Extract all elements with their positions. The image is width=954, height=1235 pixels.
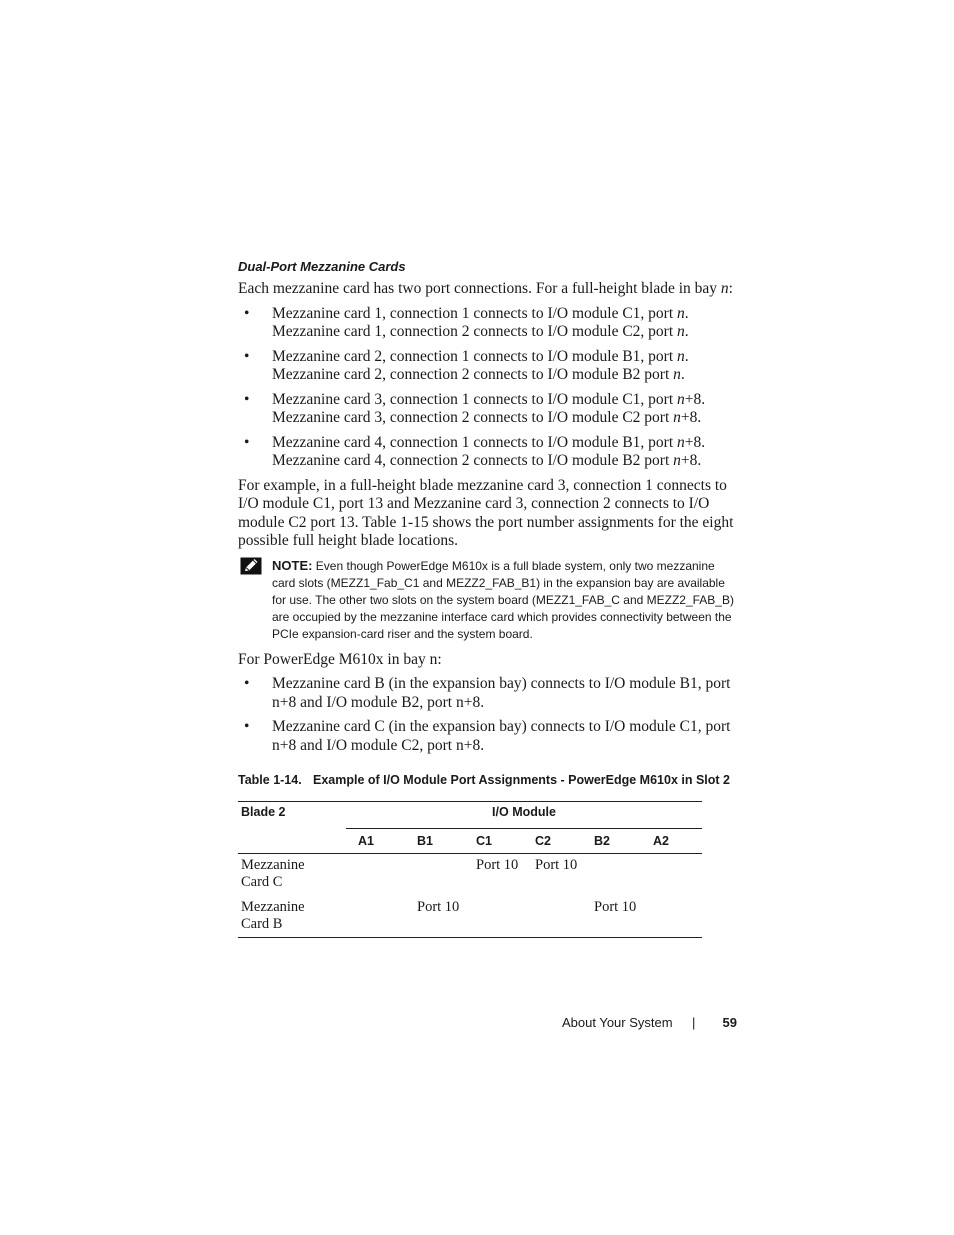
table-cell	[346, 854, 405, 900]
table-cell: Port 10	[535, 857, 578, 873]
bullet-var: n	[673, 366, 681, 383]
note-block	[238, 557, 736, 643]
mezzanine-bullet-list	[238, 305, 736, 471]
bullet-text: Mezzanine card C (in the expansion bay) connects to I/O module C1, port n+8 and I/O module C2, port n+8.	[272, 718, 731, 754]
bullet-glyph: •	[244, 390, 250, 408]
table-row	[238, 854, 702, 900]
row-label-line: Card B	[241, 916, 283, 932]
table-row	[238, 899, 702, 938]
section-heading: Dual-Port Mezzanine Cards	[238, 259, 406, 274]
column-header: C2	[523, 829, 582, 854]
list-item	[238, 718, 736, 755]
bullet-tail: .	[684, 323, 689, 340]
bullet-var: n	[677, 347, 685, 365]
column-header: B1	[405, 829, 464, 854]
table-caption	[238, 773, 736, 787]
bullet-tail: .	[684, 304, 689, 322]
bullet-glyph: •	[244, 433, 250, 451]
list-item	[238, 391, 736, 428]
group-header: I/O Module	[346, 802, 702, 829]
table-cell: Port 10	[582, 899, 641, 938]
m610x-bullet-list	[238, 675, 736, 755]
table-cell	[523, 899, 582, 938]
table-cell: Port 10	[405, 899, 464, 938]
bullet-tail: +8.	[684, 390, 706, 408]
bullet-glyph: •	[244, 718, 250, 735]
example-paragraph: For example, in a full-height blade mezzanine card 3, connection 1 connects to I/O module C1, port 13 and Mezzanine card 3, connection 2 connects to I/O module C2 port 13. Table 1-15 shows the port number assignments for the eight possible full height blade locations.	[238, 476, 734, 549]
bullet-glyph: •	[244, 347, 250, 365]
bullet-line: Mezzanine card 1, connection 2 connects to I/O module C2, port	[272, 323, 678, 340]
bullet-line: Mezzanine card 4, connection 1 connects to I/O module B1, port	[272, 433, 678, 451]
note-label: NOTE:	[272, 557, 313, 573]
table-cell	[346, 899, 405, 938]
bullet-var: n	[673, 452, 681, 469]
intro-tail: :	[728, 280, 733, 297]
table-cell	[582, 854, 641, 900]
table-header-row	[238, 802, 702, 829]
bullet-line: Mezzanine card 3, connection 2 connects to I/O module C2 port	[272, 409, 674, 426]
row-label-line: Card C	[241, 874, 283, 890]
bullet-glyph: •	[244, 675, 250, 692]
list-item	[238, 675, 736, 712]
column-header: A2	[641, 829, 702, 854]
column-header: A1	[346, 829, 405, 854]
row-header: Blade 2	[238, 802, 346, 854]
column-header: B2	[582, 829, 641, 854]
table-caption-number: Table 1-14.	[238, 773, 302, 787]
bullet-tail: .	[680, 366, 685, 383]
table-cell	[405, 854, 464, 900]
row-label	[238, 899, 346, 938]
row-label-line: Mezzanine	[241, 899, 305, 915]
table-cell	[464, 899, 523, 938]
bullet-tail: +8.	[680, 409, 702, 426]
bullet-tail: .	[684, 347, 689, 365]
bullet-tail: +8.	[684, 433, 706, 451]
list-item	[238, 434, 736, 471]
bullet-line: Mezzanine card 4, connection 2 connects to I/O module B2 port	[272, 452, 674, 469]
list-item	[238, 305, 736, 342]
bullet-line: Mezzanine card 3, connection 1 connects to I/O module C1, port	[272, 390, 678, 408]
m610x-intro: For PowerEdge M610x in bay n:	[238, 650, 442, 668]
table-cell	[641, 854, 702, 900]
table-cell: Port 10	[476, 857, 519, 873]
intro-text: Each mezzanine card has two port connections. For a full-height blade in bay	[238, 280, 721, 297]
bullet-var: n	[677, 323, 685, 340]
row-label	[238, 854, 346, 900]
bullet-text: Mezzanine card B (in the expansion bay) connects to I/O module B1, port n+8 and I/O module B2, port n+8.	[272, 675, 731, 711]
footer-section-title: About Your System	[562, 1015, 673, 1030]
table-cell	[641, 899, 702, 938]
note-text: Even though PowerEdge M610x is a full blade system, only two mezzanine card slots (MEZZ1_Fab_C1 and MEZZ2_FAB_B1) in the expansion bay are available for use. The other two slots on the system board (MEZZ1_FAB_C and MEZZ2_FAB_B) are occupied by the mezzanine interface card which provides connectivity between the PCIe expansion-card riser and the system board.	[272, 558, 734, 641]
bullet-var: n	[673, 409, 681, 426]
row-label-line: Mezzanine	[241, 857, 305, 873]
bullet-var: n	[677, 304, 685, 322]
footer-separator: |	[692, 1015, 696, 1030]
intro-var: n	[720, 280, 729, 297]
bullet-line: Mezzanine card 2, connection 2 connects to I/O module B2 port	[272, 366, 674, 383]
page-number: 59	[722, 1015, 737, 1030]
table-caption-title: Example of I/O Module Port Assignments - PowerEdge M610x in Slot 2	[313, 773, 730, 787]
bullet-var: n	[677, 433, 685, 451]
column-header: C1	[464, 829, 523, 854]
port-assignment-table	[238, 801, 702, 938]
bullet-line: Mezzanine card 1, connection 1 connects to I/O module C1, port	[272, 304, 678, 322]
page-content	[238, 259, 736, 938]
bullet-tail: +8.	[680, 452, 702, 469]
intro-paragraph	[238, 280, 736, 299]
note-pencil-icon	[240, 557, 262, 575]
list-item	[238, 348, 736, 385]
page-footer	[562, 1015, 737, 1030]
bullet-line: Mezzanine card 2, connection 1 connects to I/O module B1, port	[272, 347, 678, 365]
bullet-glyph: •	[244, 304, 250, 322]
bullet-var: n	[677, 390, 685, 408]
